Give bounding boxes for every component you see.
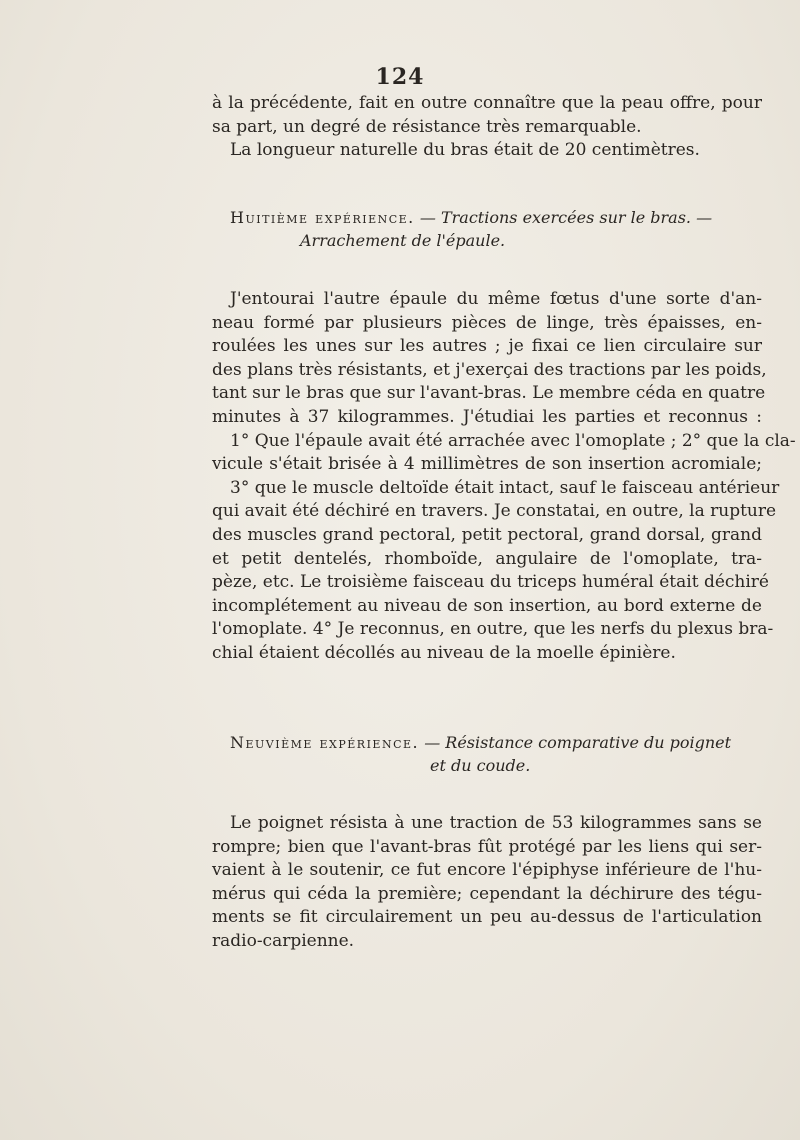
body-line: mérus qui céda la première; cependant la déchirure des tégu- xyxy=(212,883,762,904)
body-line: 3° que le muscle deltoïde était intact, sauf le faisceau antérieur xyxy=(230,477,780,498)
body-line: qui avait été déchiré en travers. Je constatai, en outre, la rupture xyxy=(212,501,777,522)
body-line: pèze, etc. Le troisième faisceau du triceps huméral était déchiré xyxy=(212,572,769,593)
body-line: et petit dentelés, rhomboïde, angulaire de l'omoplate, tra- xyxy=(212,548,762,569)
eighth-experiment-heading xyxy=(230,206,760,252)
body-line: incomplétement au niveau de son insertion, au bord externe de xyxy=(212,595,762,616)
body-line: rompre; bien que l'avant-bras fût protégé par les liens qui ser- xyxy=(212,836,762,857)
body-line: radio-carpienne. xyxy=(212,930,355,951)
heading-title: — Tractions exercées sur le bras. — xyxy=(419,208,713,227)
intro-line: à la précédente, fait en outre connaître que la peau offre, pour xyxy=(212,93,762,113)
body-line: neau formé par plusieurs pièces de linge, très épaisses, en- xyxy=(212,312,762,333)
body-line: vicule s'était brisée à 4 millimètres de son insertion acromiale; xyxy=(212,454,762,475)
intro-line: La longueur naturelle du bras était de 20 centimètres. xyxy=(230,140,700,161)
body-line: vaient à le soutenir, ce fut encore l'épiphyse inférieure de l'hu- xyxy=(212,860,762,881)
heading-label: Huitième expérience. xyxy=(230,208,415,227)
body-line: minutes à 37 kilogrammes. J'étudiai les parties et reconnus : xyxy=(212,406,762,427)
ninth-experiment-heading xyxy=(230,731,760,777)
body-line: des muscles grand pectoral, petit pectoral, grand dorsal, grand xyxy=(212,524,762,545)
heading-title-continued: et du coude. xyxy=(430,756,531,775)
body-line: 1° Que l'épaule avait été arrachée avec l'omoplate ; 2° que la cla- xyxy=(230,430,796,451)
body-line: des plans très résistants, et j'exerçai des tractions par les poids, xyxy=(212,359,767,380)
ninth-experiment-body xyxy=(212,812,762,954)
intro-line: sa part, un degré de résistance très remarquable. xyxy=(212,116,642,137)
body-line: chial étaient décollés au niveau de la moelle épinière. xyxy=(212,642,676,663)
heading-title-continued: Arrachement de l'épaule. xyxy=(300,231,506,250)
body-line: roulées les unes sur les autres ; je fixai ce lien circulaire sur xyxy=(212,336,762,357)
body-line: ments se fit circulairement un peu au-dessus de l'articulation xyxy=(212,907,762,928)
heading-label: Neuvième expérience. xyxy=(230,733,420,752)
body-line: l'omoplate. 4° Je reconnus, en outre, que les nerfs du plexus bra- xyxy=(212,619,774,640)
body-line: J'entourai l'autre épaule du même fœtus d'une sorte d'an- xyxy=(230,289,762,309)
heading-title: — Résistance comparative du poignet xyxy=(424,733,732,752)
body-line: tant sur le bras que sur l'avant-bras. Le membre céda en quatre xyxy=(212,383,766,404)
intro-paragraph xyxy=(212,92,762,163)
page-number: 124 xyxy=(375,64,425,90)
body-line: Le poignet résista à une traction de 53 kilogrammes sans se xyxy=(230,813,762,833)
eighth-experiment-body xyxy=(212,288,796,666)
